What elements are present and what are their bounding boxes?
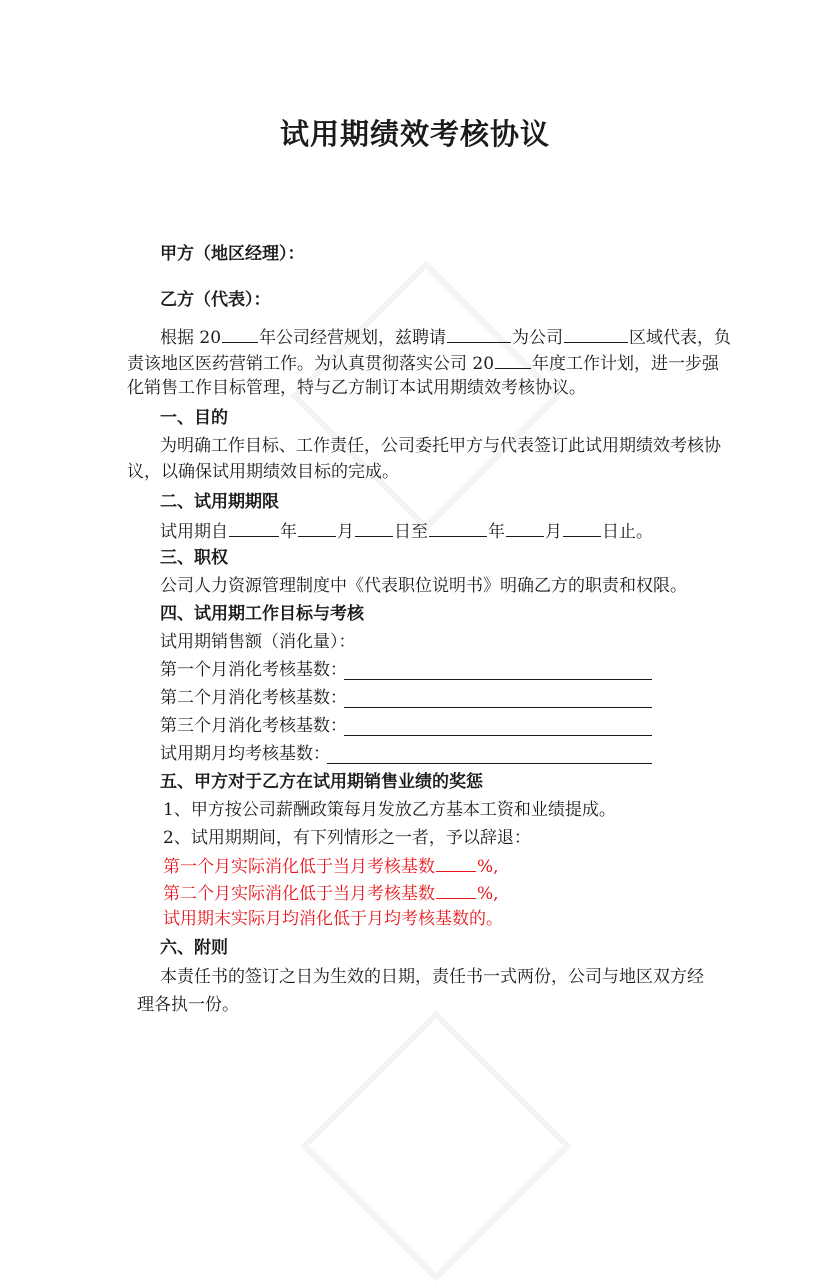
section-6-line-1: 本责任书的签订之日为生效的日期，责任书一式两份，公司与地区双方经 <box>160 967 704 987</box>
party-a-label: 甲方（地区经理）： <box>160 244 305 264</box>
blank-field[interactable] <box>429 518 487 537</box>
month-1-target-field[interactable] <box>344 679 652 680</box>
blank-field[interactable] <box>495 350 531 369</box>
section-5-heading: 五、甲方对于乙方在试用期销售业绩的奖惩 <box>160 772 483 792</box>
intro-text: 年度工作计划，进一步强 <box>532 354 720 374</box>
blank-field[interactable] <box>229 518 279 537</box>
blank-field[interactable] <box>355 518 393 537</box>
section-6-heading: 六、附则 <box>160 938 228 958</box>
month-1-target-label: 第一个月消化考核基数： <box>160 660 347 680</box>
watermark-mark <box>300 1010 572 1282</box>
intro-text: 根据 20 <box>160 328 222 348</box>
blank-field[interactable] <box>506 518 544 537</box>
intro-line-3: 化销售工作目标管理，特与乙方制订本试用期绩效考核协议。 <box>127 378 586 398</box>
condition-text: %, <box>477 857 499 877</box>
dismissal-condition-2 <box>163 880 499 906</box>
blank-field[interactable] <box>436 853 476 872</box>
condition-text: 第二个月实际消化低于当月考核基数 <box>163 884 435 904</box>
section-4-heading: 四、试用期工作目标与考核 <box>160 604 364 624</box>
section-1-line-1: 为明确工作目标、工作责任，公司委托甲方与代表签订此试用期绩效考核协 <box>160 436 721 456</box>
sales-volume-label: 试用期销售额（消化量）： <box>160 632 356 652</box>
period-text: 年 <box>488 522 505 542</box>
monthly-average-target-label: 试用期月均考核基数： <box>160 744 330 764</box>
month-2-target-label: 第二个月消化考核基数： <box>160 688 347 708</box>
intro-text: 为公司 <box>512 328 564 348</box>
monthly-average-target-field[interactable] <box>327 763 652 764</box>
month-3-target-field[interactable] <box>344 735 652 736</box>
month-2-target-field[interactable] <box>344 707 652 708</box>
probation-period-line <box>160 518 653 544</box>
period-text: 年 <box>280 522 297 542</box>
section-6-line-2: 理各执一份。 <box>137 995 239 1015</box>
intro-text: 区域代表，负 <box>629 328 732 348</box>
blank-field[interactable] <box>298 518 336 537</box>
blank-field[interactable] <box>563 518 601 537</box>
dismissal-condition-3: 试用期末实际月均消化低于月均考核基数的。 <box>163 909 503 929</box>
dismissal-condition-1 <box>163 853 499 879</box>
section-3-heading: 三、职权 <box>160 548 228 568</box>
blank-field[interactable] <box>222 324 258 343</box>
intro-line-2 <box>127 350 719 376</box>
month-3-target-label: 第三个月消化考核基数： <box>160 716 347 736</box>
section-1-line-2: 议，以确保试用期绩效目标的完成。 <box>127 462 399 482</box>
intro-text: 年公司经营规划，兹聘请 <box>259 328 447 348</box>
document-title: 试用期绩效考核协议 <box>279 117 550 151</box>
period-text: 试用期自 <box>160 522 228 542</box>
period-text: 月 <box>545 522 562 542</box>
blank-field[interactable] <box>447 324 511 343</box>
condition-text: %, <box>477 884 499 904</box>
blank-field[interactable] <box>564 324 628 343</box>
blank-field[interactable] <box>436 880 476 899</box>
party-b-label: 乙方（代表）： <box>160 290 271 310</box>
section-2-heading: 二、试用期期限 <box>160 492 279 512</box>
intro-text: 责该地区医药营销工作。为认真贯彻落实公司 20 <box>127 354 495 374</box>
section-3-line-1: 公司人力资源管理制度中《代表职位说明书》明确乙方的职责和权限。 <box>160 576 687 596</box>
period-text: 日至 <box>394 522 428 542</box>
period-text: 日止。 <box>602 522 653 542</box>
section-5-item-1: 1、甲方按公司薪酬政策每月发放乙方基本工资和业绩提成。 <box>163 800 616 820</box>
section-1-heading: 一、目的 <box>160 408 228 428</box>
section-5-item-2: 2、试用期期间，有下列情形之一者，予以辞退： <box>163 828 531 848</box>
intro-line-1 <box>160 324 731 350</box>
condition-text: 第一个月实际消化低于当月考核基数 <box>163 857 435 877</box>
period-text: 月 <box>337 522 354 542</box>
